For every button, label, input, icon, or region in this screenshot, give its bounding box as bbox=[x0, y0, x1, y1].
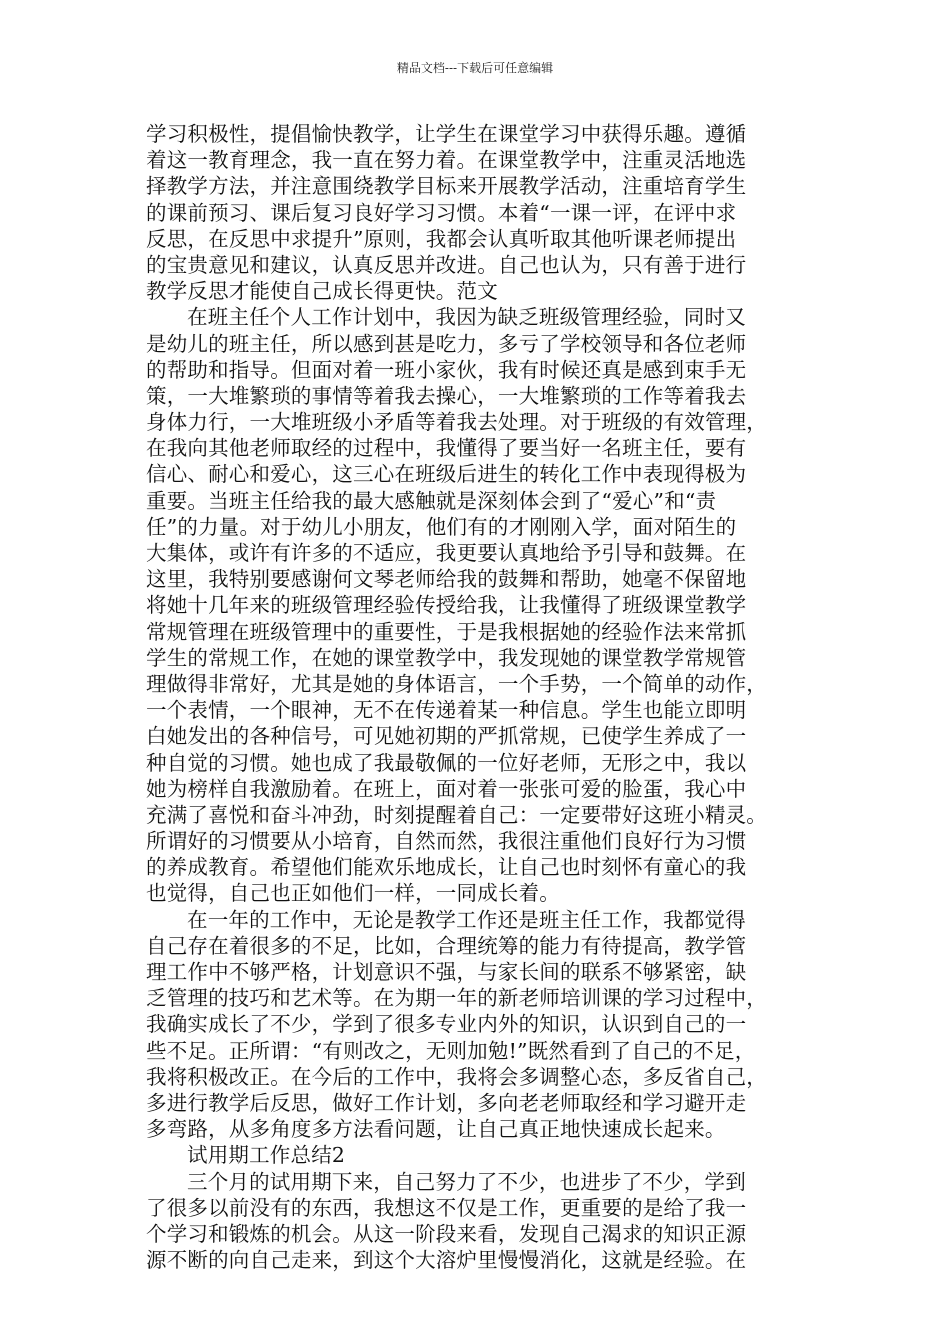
text-line: 的课前预习、课后复习良好学习习惯。本着“一课一评，在评中求 bbox=[146, 200, 737, 225]
text-line: 了很多以前没有的东西，我想这不仅是工作，更重要的是给了我一 bbox=[146, 1195, 747, 1220]
text-line: 重要。当班主任给我的最大感触就是深刻体会到了“爱心”和“责 bbox=[146, 488, 717, 513]
text-line: 种自觉的习惯。她也成了我最敬佩的一位好老师，无形之中，我以 bbox=[146, 750, 747, 775]
text-line: 也觉得，自己也正如他们一样，一同成长着。 bbox=[146, 881, 560, 906]
page-header: 精品文档---下载后可任意编辑 bbox=[396, 61, 554, 75]
text-line: 大集体，或许有许多的不适应，我更要认真地给予引导和鼓舞。在 bbox=[146, 541, 747, 565]
text-line: 一个表情，一个眼神，无不在传递着某一种信息。学生也能立即明 bbox=[146, 698, 747, 723]
text-line: 着这一教育理念，我一直在努力着。在课堂教学中，注重灵活地选 bbox=[146, 148, 747, 173]
text-line: 些不足。正所谓：“有则改之，无则加勉!”既然看到了自己的不足， bbox=[146, 1038, 756, 1063]
text-line: 反思，在反思中求提升”原则，我都会认真听取其他听课老师提出 bbox=[146, 226, 737, 251]
text-line: 学习积极性，提倡愉快教学，让学生在课堂学习中获得乐趣。遵循 bbox=[146, 122, 747, 146]
text-line: 理工作中不够严格，计划意识不强，与家长间的联系不够紧密，缺 bbox=[146, 960, 747, 984]
text-line: 常规管理在班级管理中的重要性，于是我根据她的经验作法来常抓 bbox=[146, 619, 747, 644]
text-line: 个学习和锻炼的机会。从这一阶段来看，发现自己渴求的知识正源 bbox=[146, 1221, 747, 1246]
text-line: 任”的力量。对于幼儿小朋友，他们有的才刚刚入学，面对陌生的 bbox=[146, 514, 737, 539]
text-line: 教学反思才能使自己成长得更快。范文 bbox=[146, 279, 498, 304]
text-line: 所谓好的习惯要从小培育，自然而然，我很注重他们良好行为习惯 bbox=[146, 829, 747, 854]
text-line: 信心、耐心和爱心，这三心在班级后进生的转化工作中表现得极为 bbox=[146, 462, 747, 487]
text-line: 多进行教学后反思，做好工作计划，多向老老师取经和学习避开走 bbox=[146, 1090, 747, 1115]
text-line: 策，一大堆繁琐的事情等着我去操心，一大堆繁琐的工作等着我去 bbox=[146, 383, 747, 408]
text-line: 试用期工作总结2 bbox=[187, 1143, 346, 1168]
text-line: 学生的常规工作，在她的课堂教学中，我发现她的课堂教学常规管 bbox=[146, 645, 747, 670]
text-line: 是幼儿的班主任，所以感到甚是吃力，多亏了学校领导和各位老师 bbox=[146, 331, 747, 356]
document-body bbox=[146, 121, 822, 1273]
text-line: 择教学方法，并注意围绕教学目标来开展教学活动，注重培育学生 bbox=[146, 174, 747, 199]
text-line: 我将积极改正。在今后的工作中，我将会多调整心态，多反省自己， bbox=[146, 1064, 767, 1089]
text-line: 源不断的向自己走来，到这个大溶炉里慢慢消化，这就是经验。在 bbox=[146, 1248, 747, 1273]
text-line: 在班主任个人工作计划中，我因为缺乏班级管理经验，同时又 bbox=[187, 305, 746, 330]
text-line: 理做得非常好，尤其是她的身体语言，一个手势，一个简单的动作， bbox=[146, 671, 767, 696]
text-line: 这里，我特别要感谢何文琴老师给我的鼓舞和帮助，她毫不保留地 bbox=[146, 567, 747, 592]
text-line: 自己存在着很多的不足，比如，合理统筹的能力有待提高，教学管 bbox=[146, 933, 747, 958]
text-line: 白她发出的各种信号，可见她初期的严抓常规，已使学生养成了一 bbox=[146, 724, 747, 749]
text-line: 的宝贵意见和建议，认真反思并改进。自己也认为，只有善于进行 bbox=[146, 252, 747, 277]
text-line: 她为榜样自我激励着。在班上，面对着一张张可爱的脸蛋，我心中 bbox=[146, 776, 747, 801]
text-line: 的养成教育。希望他们能欢乐地成长，让自己也时刻怀有童心的我 bbox=[146, 855, 747, 880]
text-line: 在一年的工作中，无论是教学工作还是班主任工作，我都觉得 bbox=[187, 907, 746, 932]
text-line: 在我向其他老师取经的过程中，我懂得了要当好一名班主任，要有 bbox=[146, 436, 747, 461]
text-line: 我确实成长了不少，学到了很多专业内外的知识，认识到自己的一 bbox=[146, 1012, 747, 1037]
text-line: 的帮助和指导。但面对着一班小家伙，我有时候还真是感到束手无 bbox=[146, 357, 747, 382]
text-line: 乏管理的技巧和艺术等。在为期一年的新老师培训课的学习过程中， bbox=[146, 986, 767, 1011]
text-line: 充满了喜悦和奋斗冲劲，时刻提醒着自己：一定要带好这班小精灵。 bbox=[146, 802, 767, 827]
text-line: 三个月的试用期下来，自己努力了不少，也进步了不少，学到 bbox=[187, 1169, 746, 1194]
text-line: 多弯路，从多角度多方法看问题，让自己真正地快速成长起来。 bbox=[146, 1117, 726, 1142]
text-line: 将她十几年来的班级管理经验传授给我，让我懂得了班级课堂教学 bbox=[146, 593, 747, 618]
text-line: 身体力行，一大堆班级小矛盾等着我去处理。对于班级的有效管理， bbox=[146, 410, 767, 435]
